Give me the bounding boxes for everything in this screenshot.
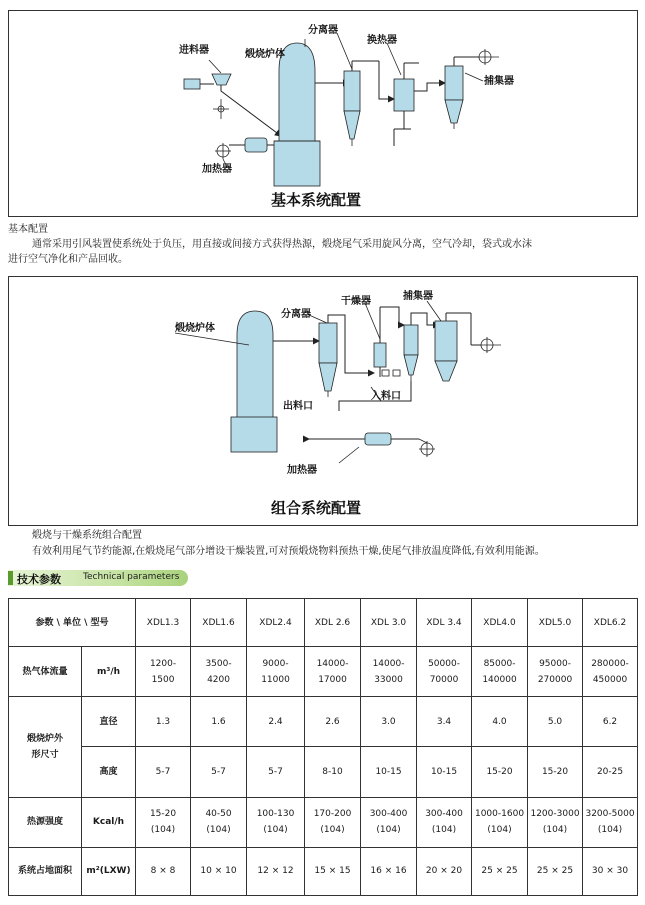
value-cell: 15-20 (104) <box>136 797 191 847</box>
value-cell: 5.0 <box>528 697 583 747</box>
table-header-row <box>9 599 638 647</box>
model-cell: XDL 2.6 <box>305 599 361 647</box>
value-cell: 3.4 <box>417 697 472 747</box>
feed-small-box <box>184 79 200 89</box>
collector2-body <box>435 321 457 361</box>
row-label: 高度 <box>82 747 136 797</box>
table-row-diameter <box>9 697 638 747</box>
value-cell: 25 × 25 <box>472 847 528 895</box>
value-cell: 85000- 140000 <box>472 647 528 697</box>
tab-accent-bar <box>8 571 13 585</box>
value-cell: 50000- 70000 <box>417 647 472 697</box>
label2-inlet: 入料口 <box>371 391 401 402</box>
label2-furnace: 煅烧炉体 <box>175 323 215 334</box>
label-furnace: 煅烧炉体 <box>245 49 285 60</box>
label-exchanger: 换热器 <box>367 35 397 46</box>
value-cell: 8 × 8 <box>136 847 191 895</box>
value-cell: 12 × 12 <box>247 847 305 895</box>
value-cell: 20-25 <box>583 747 638 797</box>
value-cell: 9000- 11000 <box>247 647 305 697</box>
value-cell: 300-400 (104) <box>417 797 472 847</box>
value-cell: 4.0 <box>472 697 528 747</box>
label-heater: 加热器 <box>202 164 232 175</box>
model-cell: XDL 3.4 <box>417 599 472 647</box>
heater-body <box>245 138 267 152</box>
header-label: 参数 \ 单位 \ 型号 <box>9 599 136 647</box>
row-label: 直径 <box>82 697 136 747</box>
value-cell: 8-10 <box>305 747 361 797</box>
value-cell: 100-130 (104) <box>247 797 305 847</box>
value-cell: 300-400 (104) <box>361 797 417 847</box>
value-cell: 30 × 30 <box>583 847 638 895</box>
value-cell: 3.0 <box>361 697 417 747</box>
cyclone2-body <box>404 325 418 355</box>
label2-collector: 捕集器 <box>403 291 433 302</box>
collector-body <box>445 66 463 100</box>
value-cell: 1200-3000 (104) <box>528 797 583 847</box>
value-cell: 2.4 <box>247 697 305 747</box>
value-cell: 2.6 <box>305 697 361 747</box>
value-cell: 6.2 <box>583 697 638 747</box>
label-feed: 进料器 <box>179 45 209 56</box>
feeder-hopper <box>212 74 231 85</box>
value-cell: 170-200 (104) <box>305 797 361 847</box>
value-cell: 20 × 20 <box>417 847 472 895</box>
label-collector: 捕集器 <box>484 76 514 87</box>
label2-heater: 加热器 <box>287 465 317 476</box>
heater2-body <box>365 433 391 445</box>
basic-system-drawing <box>9 11 637 216</box>
dryer-body <box>374 343 386 367</box>
label2-separator: 分离器 <box>281 309 311 320</box>
value-cell: 14000- 17000 <box>305 647 361 697</box>
basic-system-diagram <box>8 10 638 217</box>
tech-params-tab <box>8 570 188 586</box>
value-cell: 1200- 1500 <box>136 647 191 697</box>
combined-config-body: 有效利用尾气节约能源,在煅烧尾气部分增设干燥装置,可对预煅烧物料预热干燥,使尾气排放温度降低,有效利用能源。 <box>32 546 545 557</box>
combined-system-drawing <box>9 277 637 525</box>
model-cell: XDL1.3 <box>136 599 191 647</box>
row-unit: Kcal/h <box>82 797 136 847</box>
table-row-heat <box>9 797 638 847</box>
basic-config-line2: 进行空气净化和产品回收。 <box>8 254 128 265</box>
furnace2-body <box>237 311 273 427</box>
separator2-body <box>319 323 337 363</box>
value-cell: 15-20 <box>528 747 583 797</box>
model-cell: XDL2.4 <box>247 599 305 647</box>
value-cell: 280000- 450000 <box>583 647 638 697</box>
value-cell: 10-15 <box>361 747 417 797</box>
value-cell: 10-15 <box>417 747 472 797</box>
row-unit: m²(LXW) <box>82 847 136 895</box>
table-row-hot-gas <box>9 647 638 697</box>
group-label-furnace-size: 煅烧炉外 形尺寸 <box>9 697 82 797</box>
furnace-base <box>274 141 320 186</box>
value-cell: 1.6 <box>191 697 247 747</box>
furnace2-base <box>231 417 277 452</box>
value-cell: 16 × 16 <box>361 847 417 895</box>
row-label: 热源强度 <box>9 797 82 847</box>
value-cell: 15 × 15 <box>305 847 361 895</box>
table-row-height <box>9 747 638 797</box>
value-cell: 10 × 10 <box>191 847 247 895</box>
value-cell: 95000- 270000 <box>528 647 583 697</box>
value-cell: 3500- 4200 <box>191 647 247 697</box>
combined-system-diagram <box>8 276 638 526</box>
basic-config-heading: 基本配置 <box>8 224 48 235</box>
separator-body <box>344 71 360 111</box>
value-cell: 40-50 (104) <box>191 797 247 847</box>
label2-outlet: 出料口 <box>283 401 313 412</box>
diagram1-title: 基本系统配置 <box>271 191 362 209</box>
model-cell: XDL6.2 <box>583 599 638 647</box>
table-row-area <box>9 847 638 895</box>
value-cell: 1.3 <box>136 697 191 747</box>
tab-title-cn: 技术参数 <box>17 573 61 586</box>
label2-dryer: 干燥器 <box>341 296 371 307</box>
model-cell: XDL4.0 <box>472 599 528 647</box>
row-label: 热气体流量 <box>9 647 82 697</box>
value-cell: 3200-5000 (104) <box>583 797 638 847</box>
model-cell: XDL5.0 <box>528 599 583 647</box>
exchanger-body <box>394 79 414 111</box>
combined-config-heading: 煅烧与干燥系统组合配置 <box>32 530 142 541</box>
value-cell: 5-7 <box>136 747 191 797</box>
tech-params-table <box>8 598 638 896</box>
value-cell: 5-7 <box>191 747 247 797</box>
basic-config-line1: 通常采用引风装置使系统处于负压，用直接或间接方式获得热源，煅烧尾气采用旋风分离，空气冷却，袋式或水沫 <box>32 239 532 250</box>
label-separator: 分离器 <box>308 25 338 36</box>
value-cell: 25 × 25 <box>528 847 583 895</box>
model-cell: XDL1.6 <box>191 599 247 647</box>
row-label: 系统占地面积 <box>9 847 82 895</box>
value-cell: 14000- 33000 <box>361 647 417 697</box>
value-cell: 1000-1600 (104) <box>472 797 528 847</box>
value-cell: 5-7 <box>247 747 305 797</box>
value-cell: 15-20 <box>472 747 528 797</box>
diagram2-title: 组合系统配置 <box>271 499 362 517</box>
tab-title-en: Technical parameters <box>83 572 180 582</box>
model-cell: XDL 3.0 <box>361 599 417 647</box>
row-unit: m³/h <box>82 647 136 697</box>
